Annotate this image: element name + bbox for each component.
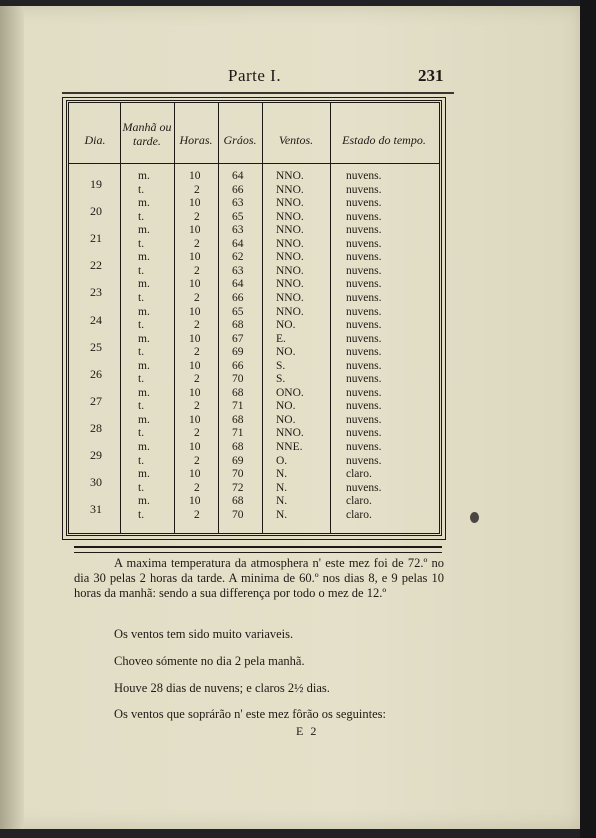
col-header-dia: Dia. [84, 133, 106, 147]
cell-horas: 10 [189, 413, 201, 426]
column-divider [174, 103, 175, 533]
cell-estado: nuvens. [346, 210, 382, 223]
paragraph-cloudy-days: Houve 28 dias de nuvens; e claros 2½ dias. [114, 681, 330, 695]
cell-manha-tarde: t. [138, 319, 145, 332]
day-number: 26 [90, 366, 102, 381]
cell-manha-tarde: m. [138, 441, 150, 453]
cell-horas: 10 [189, 386, 201, 399]
cell-ventos: NNO. [276, 183, 304, 196]
header-separator [69, 163, 439, 164]
cell-horas: 10 [189, 197, 201, 210]
cell-manha-tarde: m. [138, 413, 150, 426]
cell-ventos: S. [276, 359, 286, 372]
cell-ventos: NNO. [276, 427, 304, 440]
cell-graos: 68 [232, 319, 244, 332]
cell-estado: nuvens. [346, 197, 382, 210]
cell-ventos: NNO. [276, 224, 304, 237]
cell-graos: 66 [232, 359, 244, 372]
cell-ventos: NNO. [276, 197, 304, 210]
cell-horas: 2 [194, 291, 200, 304]
cell-graos: 71 [232, 400, 244, 413]
cell-manha-tarde: t. [138, 454, 145, 467]
cell-ventos: NO. [276, 319, 296, 332]
cell-ventos: S. [276, 373, 286, 386]
col-header-manha-tarde: Manhã ou tarde. [122, 120, 172, 148]
header-title: Parte I. [228, 66, 282, 85]
cell-manha-tarde: t. [138, 264, 145, 277]
cell-ventos: N. [276, 481, 288, 494]
cell-manha-tarde: t. [138, 183, 145, 196]
cell-graos: 68 [232, 441, 244, 453]
cell-manha-tarde: m. [138, 251, 150, 264]
day-number: 27 [90, 393, 102, 408]
cell-ventos: N. [276, 508, 288, 521]
cell-ventos: NNO. [276, 264, 304, 277]
cell-horas: 10 [189, 359, 201, 372]
cell-estado: nuvens. [346, 400, 382, 413]
paragraph-rain: Choveo sómente no dia 2 pela manhã. [114, 654, 305, 668]
cell-manha-tarde: t. [138, 427, 145, 440]
cell-manha-tarde: t. [138, 346, 145, 359]
column-divider [330, 103, 331, 533]
day-number: 24 [90, 312, 102, 327]
cell-ventos: NNO. [276, 278, 304, 291]
cell-ventos: NNO. [276, 237, 304, 250]
weather-table [66, 100, 442, 536]
page-right-edge [580, 0, 596, 838]
cell-ventos: N. [276, 495, 288, 508]
cell-manha-tarde: m. [138, 359, 150, 372]
day-number: 20 [90, 204, 102, 219]
cell-estado: nuvens. [346, 346, 382, 359]
cell-graos: 70 [232, 373, 244, 386]
cell-manha-tarde: m. [138, 278, 150, 291]
cell-manha-tarde: t. [138, 400, 145, 413]
cell-graos: 70 [232, 508, 244, 521]
cell-ventos: NO. [276, 346, 296, 359]
cell-estado: claro. [346, 468, 372, 481]
cell-ventos: E. [276, 332, 286, 345]
col-header-ventos: Ventos. [278, 133, 314, 147]
signature-mark: E 2 [296, 724, 319, 738]
column-divider [218, 103, 219, 533]
cell-estado: nuvens. [346, 386, 382, 399]
cell-horas: 10 [189, 278, 201, 291]
cell-horas: 2 [194, 210, 200, 223]
cell-graos: 72 [232, 481, 244, 494]
cell-estado: nuvens. [346, 305, 382, 318]
cell-manha-tarde: t. [138, 508, 145, 521]
cell-manha-tarde: t. [138, 291, 145, 304]
cell-graos: 66 [232, 291, 244, 304]
cell-graos: 67 [232, 332, 244, 345]
ink-blot [470, 512, 479, 523]
cell-estado: nuvens. [346, 278, 382, 291]
cell-graos: 63 [232, 197, 244, 210]
cell-graos: 64 [232, 237, 244, 250]
cell-horas: 2 [194, 346, 200, 359]
cell-estado: nuvens. [346, 454, 382, 467]
page-gutter [0, 6, 24, 829]
column-divider [120, 103, 121, 533]
table-bottom-rule [74, 546, 442, 553]
paragraph-winds: Os ventos tem sido muito variaveis. [114, 627, 294, 641]
col-header-graos: Gráos. [223, 133, 257, 147]
cell-estado: nuvens. [346, 237, 382, 250]
cell-horas: 10 [189, 170, 201, 182]
cell-estado: nuvens. [346, 441, 382, 453]
cell-estado: nuvens. [346, 251, 382, 264]
cell-estado: nuvens. [346, 359, 382, 372]
cell-horas: 2 [194, 373, 200, 386]
day-number: 28 [90, 420, 102, 435]
col-header-estado: Estado do tempo. [342, 133, 426, 147]
day-number: 30 [90, 475, 102, 490]
cell-manha-tarde: t. [138, 210, 145, 223]
cell-manha-tarde: m. [138, 495, 150, 508]
cell-graos: 64 [232, 278, 244, 291]
cell-estado: nuvens. [346, 413, 382, 426]
cell-estado: nuvens. [346, 170, 382, 182]
header-rule [62, 92, 454, 94]
day-number: 29 [90, 448, 102, 462]
column-divider [262, 103, 263, 533]
cell-horas: 2 [194, 481, 200, 494]
cell-horas: 10 [189, 468, 201, 481]
cell-graos: 68 [232, 386, 244, 399]
cell-manha-tarde: m. [138, 468, 150, 481]
day-number: 21 [90, 231, 102, 246]
day-number: 31 [90, 502, 102, 517]
cell-estado: nuvens. [346, 373, 382, 386]
paragraph-wind-list: Os ventos que soprárão n' este mez fôrão os seguintes: [114, 707, 386, 721]
cell-manha-tarde: m. [138, 197, 150, 210]
cell-horas: 10 [189, 441, 201, 453]
cell-estado: claro. [346, 495, 372, 508]
cell-horas: 2 [194, 237, 200, 250]
cell-horas: 2 [194, 183, 200, 196]
col-header-horas: Horas. [179, 133, 213, 147]
cell-ventos: NNO. [276, 251, 304, 264]
cell-horas: 2 [194, 264, 200, 277]
cell-manha-tarde: m. [138, 170, 150, 182]
cell-ventos: N. [276, 468, 288, 481]
cell-estado: nuvens. [346, 319, 382, 332]
cell-ventos: NNO. [276, 170, 304, 182]
cell-estado: claro. [346, 508, 372, 521]
cell-graos: 69 [232, 346, 244, 359]
cell-manha-tarde: t. [138, 373, 145, 386]
paragraph-temperature: A maxima temperatura da atmosphera n' este mez foi de 72.º no dia 30 pelas 2 horas da tarde. A minima de 60.º nos dias 8, e 9 pelas 10 horas da manhã: sendo a sua differença por todo o mez de 12.º [74, 556, 444, 600]
cell-graos: 63 [232, 264, 244, 277]
cell-horas: 10 [189, 305, 201, 318]
cell-estado: nuvens. [346, 291, 382, 304]
cell-graos: 64 [232, 170, 244, 182]
cell-graos: 66 [232, 183, 244, 196]
cell-estado: nuvens. [346, 332, 382, 345]
cell-ventos: NNO. [276, 291, 304, 304]
cell-horas: 10 [189, 224, 201, 237]
cell-graos: 71 [232, 427, 244, 440]
cell-estado: nuvens. [346, 481, 382, 494]
cell-graos: 62 [232, 251, 244, 264]
cell-ventos: O. [276, 454, 288, 467]
cell-ventos: NNO. [276, 305, 304, 318]
cell-ventos: NO. [276, 400, 296, 413]
day-number: 22 [90, 258, 102, 273]
cell-horas: 10 [189, 251, 201, 264]
cell-horas: 2 [194, 454, 200, 467]
cell-graos: 65 [232, 305, 244, 318]
cell-graos: 69 [232, 454, 244, 467]
cell-manha-tarde: m. [138, 332, 150, 345]
cell-horas: 2 [194, 508, 200, 521]
cell-graos: 68 [232, 495, 244, 508]
running-header [0, 66, 582, 88]
cell-ventos: NO. [276, 413, 296, 426]
day-number: 25 [90, 339, 102, 354]
cell-manha-tarde: m. [138, 386, 150, 399]
cell-ventos: NNE. [276, 441, 303, 453]
cell-horas: 10 [189, 332, 201, 345]
cell-graos: 65 [232, 210, 244, 223]
cell-manha-tarde: m. [138, 305, 150, 318]
cell-horas: 10 [189, 495, 201, 508]
cell-manha-tarde: t. [138, 481, 145, 494]
cell-graos: 68 [232, 413, 244, 426]
cell-horas: 2 [194, 427, 200, 440]
cell-manha-tarde: m. [138, 224, 150, 237]
cell-estado: nuvens. [346, 224, 382, 237]
cell-graos: 70 [232, 468, 244, 481]
cell-estado: nuvens. [346, 427, 382, 440]
cell-estado: nuvens. [346, 264, 382, 277]
cell-horas: 2 [194, 400, 200, 413]
page-number: 231 [418, 66, 444, 85]
cell-graos: 63 [232, 224, 244, 237]
day-number: 23 [90, 285, 102, 300]
cell-estado: nuvens. [346, 183, 382, 196]
day-number: 19 [90, 177, 102, 191]
cell-ventos: ONO. [276, 386, 304, 399]
cell-horas: 2 [194, 319, 200, 332]
cell-manha-tarde: t. [138, 237, 145, 250]
cell-ventos: NNO. [276, 210, 304, 223]
